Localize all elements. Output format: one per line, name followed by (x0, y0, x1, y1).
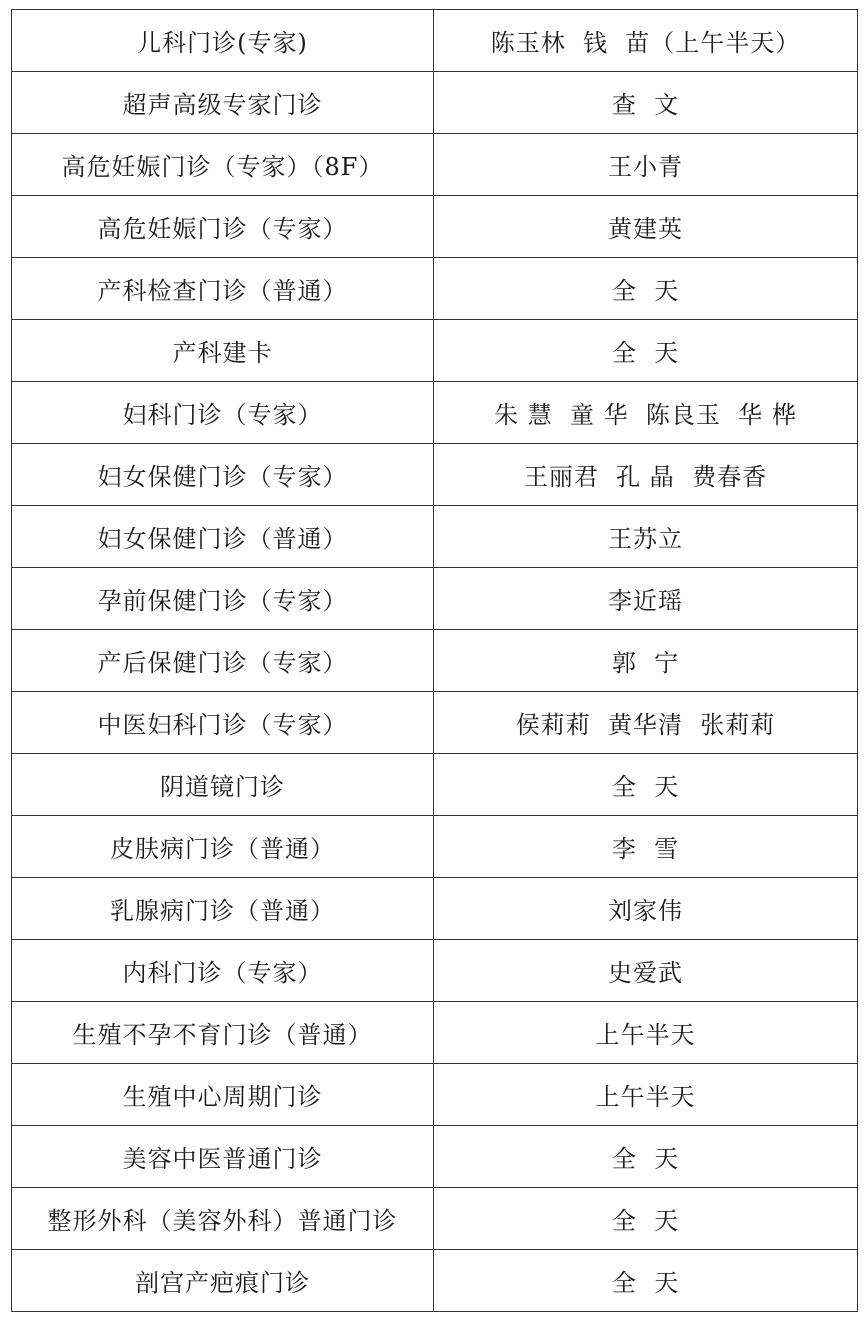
table-row (12, 10, 858, 72)
doctor-cell: 陈玉林 钱 苗（上午半天） (434, 10, 858, 72)
doctor-cell: 李 雪 (434, 816, 858, 878)
doctor-cell: 全 天 (434, 1188, 858, 1250)
doctor-cell: 王苏立 (434, 506, 858, 568)
clinic-name-cell: 超声高级专家门诊 (12, 72, 434, 134)
doctor-cell: 全 天 (434, 754, 858, 816)
table-row (12, 1250, 858, 1312)
doctor-cell: 全 天 (434, 1250, 858, 1312)
table-row (12, 196, 858, 258)
clinic-name-cell: 妇科门诊（专家） (12, 382, 434, 444)
schedule-body (12, 10, 858, 1312)
clinic-name-cell: 妇女保健门诊（专家） (12, 444, 434, 506)
clinic-name-cell: 产科检查门诊（普通） (12, 258, 434, 320)
doctor-cell: 全 天 (434, 320, 858, 382)
doctor-cell: 查 文 (434, 72, 858, 134)
clinic-name-cell: 中医妇科门诊（专家） (12, 692, 434, 754)
clinic-name-cell: 生殖中心周期门诊 (12, 1064, 434, 1126)
clinic-name-cell: 儿科门诊(专家) (12, 10, 434, 72)
table-row (12, 878, 858, 940)
doctor-cell: 刘家伟 (434, 878, 858, 940)
table-row (12, 940, 858, 1002)
table-row (12, 72, 858, 134)
clinic-name-cell: 美容中医普通门诊 (12, 1126, 434, 1188)
table-row (12, 444, 858, 506)
doctor-cell: 全 天 (434, 258, 858, 320)
table-row (12, 754, 858, 816)
clinic-name-cell: 高危妊娠门诊（专家） (12, 196, 434, 258)
table-row (12, 630, 858, 692)
doctor-cell: 全 天 (434, 1126, 858, 1188)
clinic-name-cell: 皮肤病门诊（普通） (12, 816, 434, 878)
clinic-name-cell: 乳腺病门诊（普通） (12, 878, 434, 940)
table-row (12, 258, 858, 320)
doctor-cell: 王小青 (434, 134, 858, 196)
clinic-name-cell: 产后保健门诊（专家） (12, 630, 434, 692)
clinic-name-cell: 内科门诊（专家） (12, 940, 434, 1002)
clinic-name-cell: 阴道镜门诊 (12, 754, 434, 816)
table-row (12, 1002, 858, 1064)
doctor-cell: 王丽君 孔 晶 费春香 (434, 444, 858, 506)
clinic-schedule-table (11, 9, 858, 1312)
table-row (12, 692, 858, 754)
clinic-name-cell: 高危妊娠门诊（专家）（8F） (12, 134, 434, 196)
doctor-cell: 侯莉莉 黄华清 张莉莉 (434, 692, 858, 754)
table-row (12, 1188, 858, 1250)
table-row (12, 382, 858, 444)
clinic-name-cell: 生殖不孕不育门诊（普通） (12, 1002, 434, 1064)
doctor-cell: 李近瑶 (434, 568, 858, 630)
table-row (12, 816, 858, 878)
clinic-name-cell: 整形外科（美容外科）普通门诊 (12, 1188, 434, 1250)
doctor-cell: 郭 宁 (434, 630, 858, 692)
table-row (12, 506, 858, 568)
clinic-name-cell: 孕前保健门诊（专家） (12, 568, 434, 630)
table-row (12, 568, 858, 630)
clinic-name-cell: 妇女保健门诊（普通） (12, 506, 434, 568)
table-row (12, 1126, 858, 1188)
clinic-name-cell: 产科建卡 (12, 320, 434, 382)
doctor-cell: 史爱武 (434, 940, 858, 1002)
table-row (12, 320, 858, 382)
doctor-cell: 黄建英 (434, 196, 858, 258)
clinic-name-cell: 剖宫产疤痕门诊 (12, 1250, 434, 1312)
doctor-cell: 朱 慧 童 华 陈良玉 华 桦 (434, 382, 858, 444)
doctor-cell: 上午半天 (434, 1002, 858, 1064)
table-row (12, 134, 858, 196)
table-row (12, 1064, 858, 1126)
doctor-cell: 上午半天 (434, 1064, 858, 1126)
